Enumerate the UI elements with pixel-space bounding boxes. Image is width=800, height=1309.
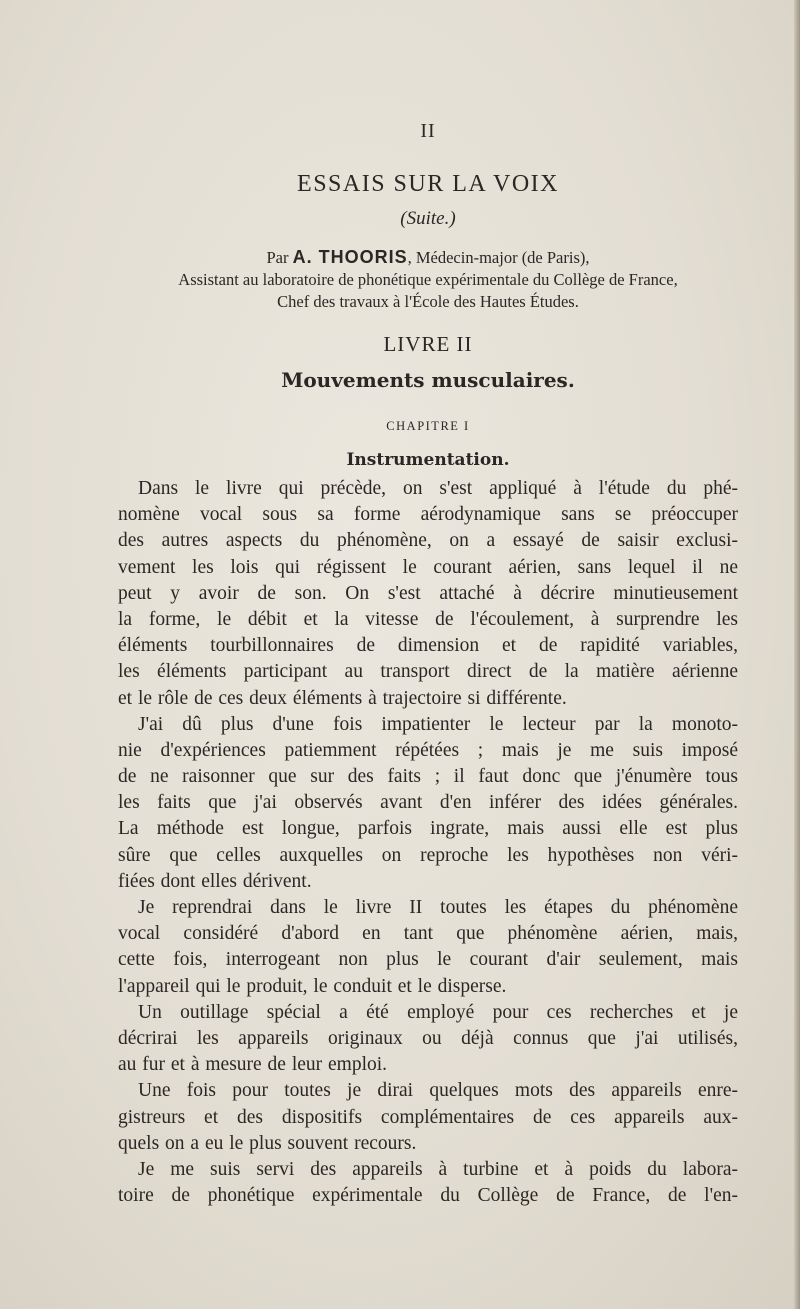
chapter-title: Instrumentation.: [346, 450, 510, 470]
body-line: cette fois, interrogeant non plus le courant d'air seulement, mais: [118, 949, 738, 971]
body-line: quels on a eu le plus souvent recours.: [118, 1132, 417, 1154]
body-line: Dans le livre qui précède, on s'est appliqué à l'étude du phé-: [138, 478, 738, 499]
body-line: Je me suis servi des appareils à turbine et à poids du labora-: [138, 1158, 738, 1180]
part-number: II: [420, 120, 436, 142]
body-line: éléments tourbillonnaires de dimension et de rapidité variables,: [118, 635, 738, 657]
book-title: Mouvements musculaires.: [281, 368, 575, 392]
body-line: et le rôle de ces deux éléments à trajectoire si différente.: [118, 687, 567, 709]
body-line: toire de phonétique expérimentale du Collège de France, de l'en-: [118, 1185, 738, 1207]
body-line: de ne raisonner que sur des faits ; il faut donc que j'énumère tous: [118, 766, 738, 788]
body-line: peut y avoir de son. On s'est attaché à décrire minutieusement: [118, 582, 738, 604]
body-line: décrirai les appareils originaux ou déjà connus que j'ai utilisés,: [118, 1027, 738, 1049]
body-line: vement les lois qui régissent le courant aérien, sans lequel il ne: [118, 556, 738, 578]
body-line: J'ai dû plus d'une fois impatienter le lecteur par la monoto-: [138, 713, 738, 735]
body-line: Je reprendrai dans le livre II toutes les étapes du phénomène: [138, 897, 738, 918]
body-line: nie d'expériences patiemment répétées ; mais je me suis imposé: [118, 739, 738, 761]
page-edge: [794, 0, 800, 1309]
body-line: La méthode est longue, parfois ingrate, mais aussi elle est plus: [118, 818, 738, 840]
body-line: les éléments participant au transport direct de la matière aérienne: [118, 661, 738, 683]
byline: [98, 246, 758, 313]
body-line: Une fois pour toutes je dirai quelques mots des appareils enre-: [138, 1080, 738, 1102]
body-line: fiées dont elles dérivent.: [118, 870, 312, 892]
body-line: gistreurs et des dispositifs complémentaires de ces appareils aux-: [118, 1106, 738, 1128]
body-line: l'appareil qui le produit, le conduit et le disperse.: [118, 975, 507, 997]
body-line: les faits que j'ai observés avant d'en inférer des idées générales.: [118, 792, 738, 814]
author-name: A. THOORIS: [292, 247, 408, 267]
book-label: LIVRE II: [383, 332, 473, 356]
byline-prefix: Par: [266, 248, 293, 267]
body-line: vocal considéré d'abord en tant que phénomène aérien, mais,: [118, 923, 738, 945]
body-line: sûre que celles auxquelles on reproche les hypothèses non véri-: [118, 844, 738, 866]
affiliation-line-1: Assistant au laboratoire de phonétique expérimentale du Collège de France,: [178, 270, 678, 289]
body-line: nomène vocal sous sa forme aérodynamique sans se préoccuper: [118, 504, 738, 526]
body-line: Un outillage spécial a été employé pour ces recherches et je: [138, 1001, 738, 1023]
author-line: [98, 246, 758, 269]
article-subtitle: (Suite.): [400, 208, 456, 229]
body-text: [118, 476, 738, 1209]
body-line: des autres aspects du phénomène, on a essayé de saisir exclusi-: [118, 530, 738, 552]
chapter-label: CHAPITRE I: [386, 419, 470, 433]
body-line: la forme, le débit et la vitesse de l'écoulement, à surprendre les: [118, 608, 738, 630]
article-title: ESSAIS SUR LA VOIX: [297, 171, 559, 197]
affiliation-line-2: Chef des travaux à l'École des Hautes Études.: [277, 292, 579, 311]
author-role: , Médecin-major (de Paris),: [407, 248, 590, 267]
body-line: au fur et à mesure de leur emploi.: [118, 1054, 388, 1076]
